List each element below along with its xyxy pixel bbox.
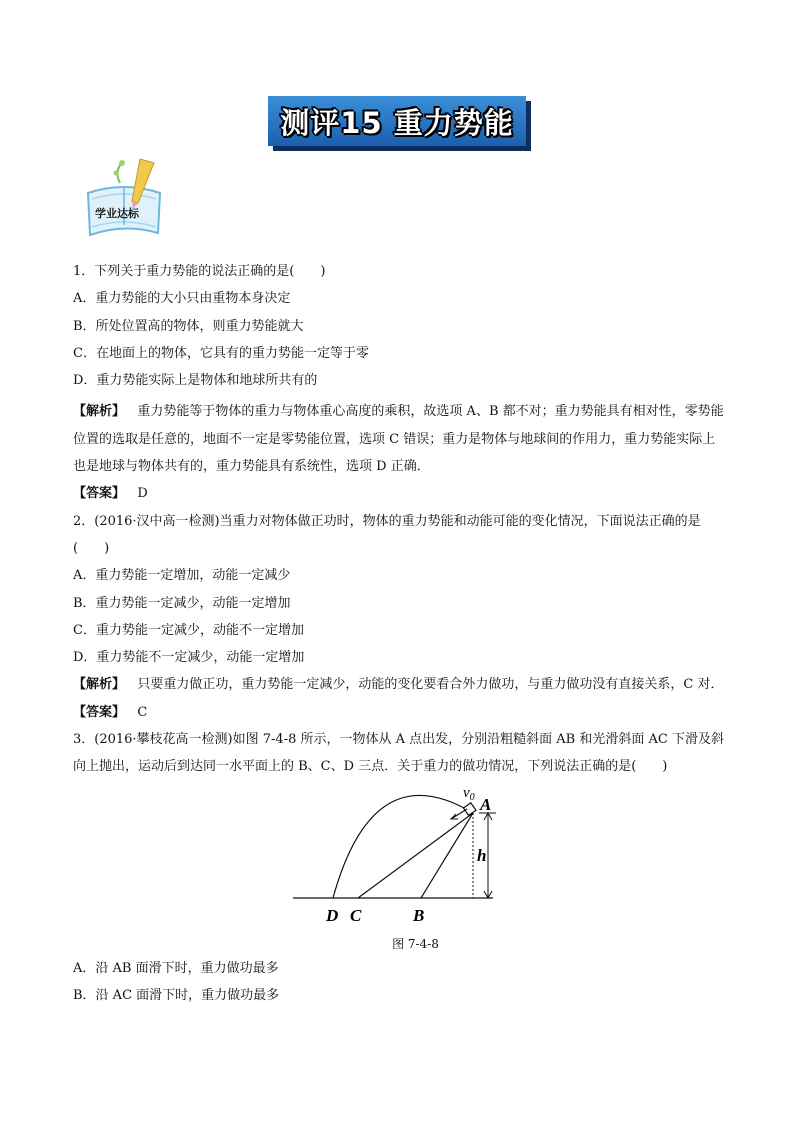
analysis-tag: 【解析】 [73, 677, 126, 693]
content [73, 258, 728, 1009]
analysis-tag: 【解析】 [73, 404, 126, 420]
q3-option-a: A．沿 AB 面滑下时，重力做功最多 [73, 960, 279, 976]
q2-option-b: B．重力势能一定减少，动能一定增加 [73, 595, 291, 611]
q2-option-d: D．重力势能不一定减少，动能一定增加 [73, 650, 305, 666]
block [463, 802, 476, 815]
badge-book-icon [80, 153, 168, 243]
q2-analysis [73, 671, 728, 698]
label-a: A [480, 794, 492, 814]
q1-answer [73, 480, 728, 507]
figure-7-4-8 [73, 783, 728, 933]
answer-tag: 【答案】 [73, 486, 126, 502]
answer-tag: 【答案】 [73, 704, 126, 720]
q1-analysis [73, 398, 728, 480]
q2-answer [73, 699, 728, 726]
incline-ac [358, 813, 473, 898]
q1-answer-value: D [137, 486, 148, 502]
label-c: C [350, 905, 362, 925]
badge-label: 学业达标 [95, 207, 139, 220]
page-title: 测评15 重力势能 [280, 105, 514, 140]
label-d: D [326, 905, 339, 925]
figure-caption: 图 7-4-8 [392, 936, 439, 951]
q1-option-b: B．所处位置高的物体，则重力势能就大 [73, 318, 304, 334]
q1-option-d: D．重力势能实际上是物体和地球所共有的 [73, 373, 318, 389]
q1-option-c: C．在地面上的物体，它具有的重力势能一定等于零 [73, 345, 369, 361]
label-b: B [413, 905, 425, 925]
q1-stem: 1．下列关于重力势能的说法正确的是( ) [73, 264, 326, 279]
label-v0: $v_0$ [463, 784, 475, 803]
q3-option-b: B．沿 AC 面滑下时，重力做功最多 [73, 987, 280, 1003]
velocity-arrow [451, 809, 467, 819]
title-banner [268, 96, 526, 146]
q2-answer-value: C [137, 704, 148, 720]
label-h: h [477, 845, 487, 865]
q2-analysis-text: 只要重力做正功，重力势能一定减少，动能的变化要看合外力做功，与重力做功没有直接关系，C 对． [137, 677, 724, 693]
q3-stem: 3．(2016·攀枝花高一检测)如图 7-4-8 所示，一物体从 A 点出发，分别沿粗糙斜面 AB 和光滑斜面 AC 下滑及斜向上抛出，运动后到达同一水平面上的 B、C、D 三点．关于重力的做功情况，下列说法正确的是( ) [73, 732, 724, 775]
incline-diagram [293, 783, 513, 928]
q2-stem: 2．(2016·汉中高一检测)当重力对物体做正功时，物体的重力势能和动能可能的变化情况，下面说法正确的是( ) [73, 513, 701, 556]
q2-option-a: A．重力势能一定增加，动能一定减少 [73, 568, 291, 584]
q2-option-c: C．重力势能一定减少，动能不一定增加 [73, 622, 304, 638]
q1-analysis-text: 重力势能等于物体的重力与物体重心高度的乘积，故选项 A、B 都不对；重力势能具有相对性，零势能位置的选取是任意的，地面不一定是零势能位置，选项 C 错误；重力是物体与地球间的作用力，重力势能实际上也是地球与物体共有的，重力势能具有系统性，选项 D 正确． [73, 404, 724, 475]
incline-ab [421, 813, 473, 898]
q1-option-a: A．重力势能的大小只由重物本身决定 [73, 291, 291, 307]
